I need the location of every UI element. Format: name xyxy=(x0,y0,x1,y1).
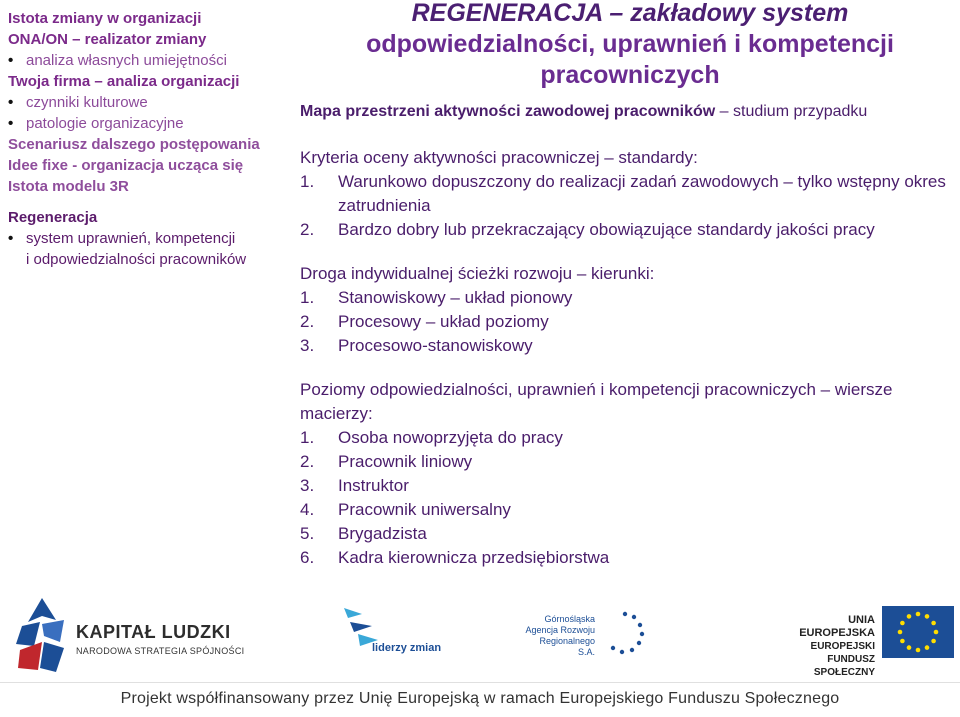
sidebar-outline xyxy=(8,8,288,270)
garr-text: Górnośląska Agencja Rozwoju Regionalnego S.A. xyxy=(525,614,595,657)
list-item xyxy=(300,522,950,546)
footer-divider xyxy=(0,682,960,683)
list-text: Kadra kierownicza przedsiębiorstwa xyxy=(338,548,610,567)
levels-list xyxy=(300,426,950,570)
intro-bold: Mapa przestrzeni aktywności zawodowej pracowników xyxy=(300,103,716,120)
list-item xyxy=(300,498,950,522)
kapital-ludzki-title: KAPITAŁ LUDZKI xyxy=(76,622,231,642)
outline-heading[interactable]: Idee fixe - organizacja ucząca się xyxy=(8,157,244,174)
eu-logo xyxy=(770,606,960,678)
list-item xyxy=(300,170,950,218)
title-line: odpowiedzialności, uprawnień i kompetencji xyxy=(366,30,894,58)
list-text: Stanowiskowy – układ pionowy xyxy=(338,288,573,307)
levels-heading: Poziomy odpowiedzialności, uprawnień i kompetencji pracowniczych – wiersze macierzy: xyxy=(300,380,893,423)
garr-eu-stars-icon xyxy=(600,608,650,658)
outline-heading[interactable]: Scenariusz dalszego postępowania xyxy=(8,136,260,153)
outline-bullet-active-cont: i odpowiedzialności pracowników xyxy=(26,251,247,268)
list-text: Procesowo-stanowiskowy xyxy=(338,336,533,355)
list-item xyxy=(300,286,950,310)
liderzy-zmian-text: liderzy zmian xyxy=(372,642,442,654)
slide-body xyxy=(300,100,950,570)
list-text: Osoba nowoprzyjęta do pracy xyxy=(338,428,563,447)
list-item xyxy=(300,474,950,498)
list-text: Warunkowo dopuszczony do realizacji zadań zawodowych – tylko wstępny okres zatrudnienia xyxy=(338,172,946,215)
eu-text xyxy=(770,614,875,679)
list-item xyxy=(300,310,950,334)
criteria-heading: Kryteria oceny aktywności pracowniczej – standardy: xyxy=(300,148,698,167)
list-number: 6. xyxy=(300,548,315,567)
kapital-ludzki-logo xyxy=(12,596,262,676)
outline-bullet[interactable]: • patologie organizacyjne xyxy=(8,113,288,134)
list-text: Bardzo dobry lub przekraczający obowiązujące standardy jakości pracy xyxy=(338,220,875,239)
criteria-list xyxy=(300,170,950,242)
list-text: Pracownik liniowy xyxy=(338,452,473,471)
list-item xyxy=(300,450,950,474)
list-number: 2. xyxy=(300,220,315,239)
list-number: 5. xyxy=(300,524,315,543)
eu-flag-icon xyxy=(882,606,954,658)
outline-bullet[interactable]: • czynniki kulturowe xyxy=(8,92,288,113)
list-text: Procesowy – układ poziomy xyxy=(338,312,549,331)
intro-line xyxy=(300,100,950,124)
list-item xyxy=(300,334,950,358)
list-number: 4. xyxy=(300,500,315,519)
list-number: 3. xyxy=(300,336,315,355)
eu-line: EUROPEJSKI xyxy=(810,641,875,652)
liderzy-zmian-logo xyxy=(340,604,450,664)
list-item xyxy=(300,218,950,242)
outline-bullet[interactable]: • analiza własnych umiejętności xyxy=(8,50,288,71)
outline-bullet-active[interactable]: • system uprawnień, kompetencji xyxy=(8,228,288,249)
outline-heading[interactable]: Istota zmiany w organizacji xyxy=(8,10,202,27)
list-number: 3. xyxy=(300,476,315,495)
kapital-ludzki-emblem-icon xyxy=(12,596,72,676)
outline-heading[interactable]: Twoja firma – analiza organizacji xyxy=(8,73,240,90)
outline-heading-active[interactable]: Regeneracja xyxy=(8,209,98,226)
footer-text: Projekt współfinansowany przez Unię Europejską w ramach Europejskiego Funduszu Społecznego xyxy=(120,690,840,707)
list-number: 2. xyxy=(300,452,315,471)
list-text: Pracownik uniwersalny xyxy=(338,500,511,519)
list-number: 1. xyxy=(300,428,315,447)
path-list xyxy=(300,286,950,358)
title-line: pracowniczych xyxy=(540,61,720,89)
kapital-ludzki-subtitle: NARODOWA STRATEGIA SPÓJNOŚCI xyxy=(76,646,245,656)
outline-heading[interactable]: ONA/ON – realizator zmiany xyxy=(8,31,207,48)
list-item xyxy=(300,546,950,570)
list-number: 1. xyxy=(300,288,315,307)
list-number: 2. xyxy=(300,312,315,331)
outline-heading[interactable]: Istota modelu 3R xyxy=(8,178,129,195)
title-line: REGENERACJA – zakładowy system xyxy=(411,0,849,27)
eu-line: UNIA EUROPEJSKA xyxy=(799,614,875,639)
list-text: Brygadzista xyxy=(338,524,427,543)
list-item xyxy=(300,426,950,450)
eu-line: FUNDUSZ SPOŁECZNY xyxy=(813,654,875,678)
slide-title xyxy=(300,0,960,91)
list-text: Instruktor xyxy=(338,476,409,495)
garr-logo xyxy=(520,608,650,663)
intro-rest: – studium przypadku xyxy=(715,103,868,120)
list-number: 1. xyxy=(300,172,315,191)
path-heading: Droga indywidualnej ścieżki rozwoju – kierunki: xyxy=(300,264,655,283)
